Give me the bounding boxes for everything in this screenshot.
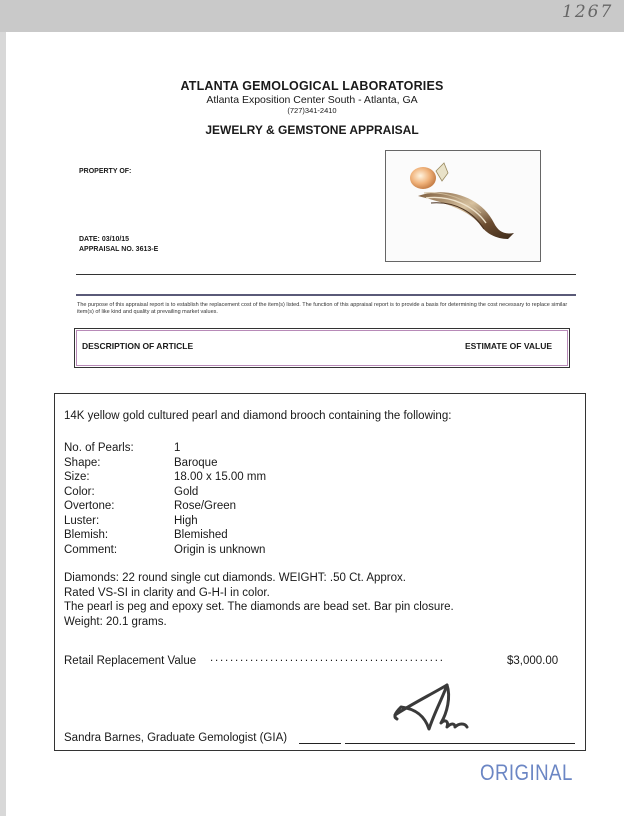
attribute-row — [64, 543, 266, 558]
attribute-key: Comment: — [64, 543, 118, 556]
date-value: 03/10/15 — [101, 236, 130, 243]
brooch-photo — [385, 150, 541, 262]
attribute-key: Color: — [64, 485, 95, 498]
attribute-value: Baroque — [174, 456, 218, 469]
pearl-attributes — [64, 441, 266, 557]
attribute-key: Luster: — [64, 514, 100, 527]
handwritten-signature-icon — [385, 677, 475, 737]
attribute-key: Overtone: — [64, 500, 115, 512]
article-details-box — [54, 393, 586, 751]
appraisal-number-label: APPRAISAL NO. — [79, 246, 134, 253]
attribute-key: Shape: — [64, 456, 101, 469]
property-of-label: PROPERTY OF: — [79, 168, 132, 175]
original-stamp: ORIGINAL — [480, 760, 573, 785]
diamond-line: The pearl is peg and epoxy set. The diamonds are bead set. Bar pin closure. — [64, 601, 454, 613]
attribute-key: Blemish: — [64, 529, 109, 541]
attribute-value: 18.00 x 15.00 mm — [174, 471, 267, 483]
handwritten-page-number: 1267 — [562, 2, 614, 22]
purpose-statement: The purpose of this appraisal report is to establish the replacement cost of the item(s) listed. The function of this appraisal report is to provide a basis for determining the cost necessary to replace similar item(s) of like kind and quality at prevailing market values. — [77, 302, 568, 315]
estimate-of-value-heading: ESTIMATE OF VALUE — [464, 341, 552, 351]
appraisal-number-line — [79, 246, 158, 253]
divider-line — [76, 274, 576, 275]
attribute-row — [64, 456, 266, 471]
lab-name: ATLANTA GEMOLOGICAL LABORATORIES — [180, 79, 444, 93]
attribute-value: Gold — [174, 485, 199, 498]
pearl-brooch-photo-icon — [386, 151, 540, 261]
date-line — [79, 236, 129, 243]
diamond-details — [64, 571, 454, 629]
description-of-article-heading: DESCRIPTION OF ARTICLE — [82, 341, 194, 351]
attribute-row — [64, 499, 266, 514]
diamond-line: Diamonds: 22 round single cut diamonds. WEIGHT: .50 Ct. Approx. — [64, 572, 406, 584]
attribute-value: Rose/Green — [174, 500, 237, 512]
scan-top-margin — [0, 0, 624, 32]
appraisal-number-value: 3613-E — [135, 246, 159, 253]
retail-replacement-value: $3,000.00 — [507, 655, 559, 667]
column-header-box — [74, 328, 570, 368]
attribute-row — [64, 485, 266, 500]
attribute-value: Origin is unknown — [174, 543, 266, 556]
attribute-value: High — [174, 514, 198, 527]
attribute-value: 1 — [174, 442, 181, 454]
diamond-line: Rated VS-SI in clarity and G-H-I in color. — [64, 586, 270, 599]
date-label: DATE: — [79, 236, 100, 243]
divider-line — [76, 294, 576, 296]
attribute-row — [64, 470, 266, 485]
article-intro: 14K yellow gold cultured pearl and diamond brooch containing the following: — [64, 410, 452, 422]
signature-line — [299, 743, 341, 744]
attribute-key: Size: — [64, 471, 90, 483]
attribute-value: Blemished — [174, 529, 228, 541]
scan-left-margin — [0, 32, 6, 816]
signer-name: Sandra Barnes, Graduate Gemologist (GIA) — [64, 732, 288, 744]
diamond-line: Weight: 20.1 grams. — [64, 615, 167, 628]
attribute-key: No. of Pearls: — [64, 442, 134, 454]
retail-leader-dots: ............................................... — [210, 652, 445, 664]
signature-line — [345, 743, 575, 744]
retail-replacement-label: Retail Replacement Value — [64, 655, 197, 667]
attribute-row — [64, 514, 266, 529]
attribute-row — [64, 441, 266, 456]
lab-phone: (727)341-2410 — [287, 106, 337, 115]
lab-address: Atlanta Exposition Center South - Atlanta, GA — [206, 94, 418, 106]
attribute-row — [64, 528, 266, 543]
document-title: JEWELRY & GEMSTONE APPRAISAL — [205, 123, 419, 137]
